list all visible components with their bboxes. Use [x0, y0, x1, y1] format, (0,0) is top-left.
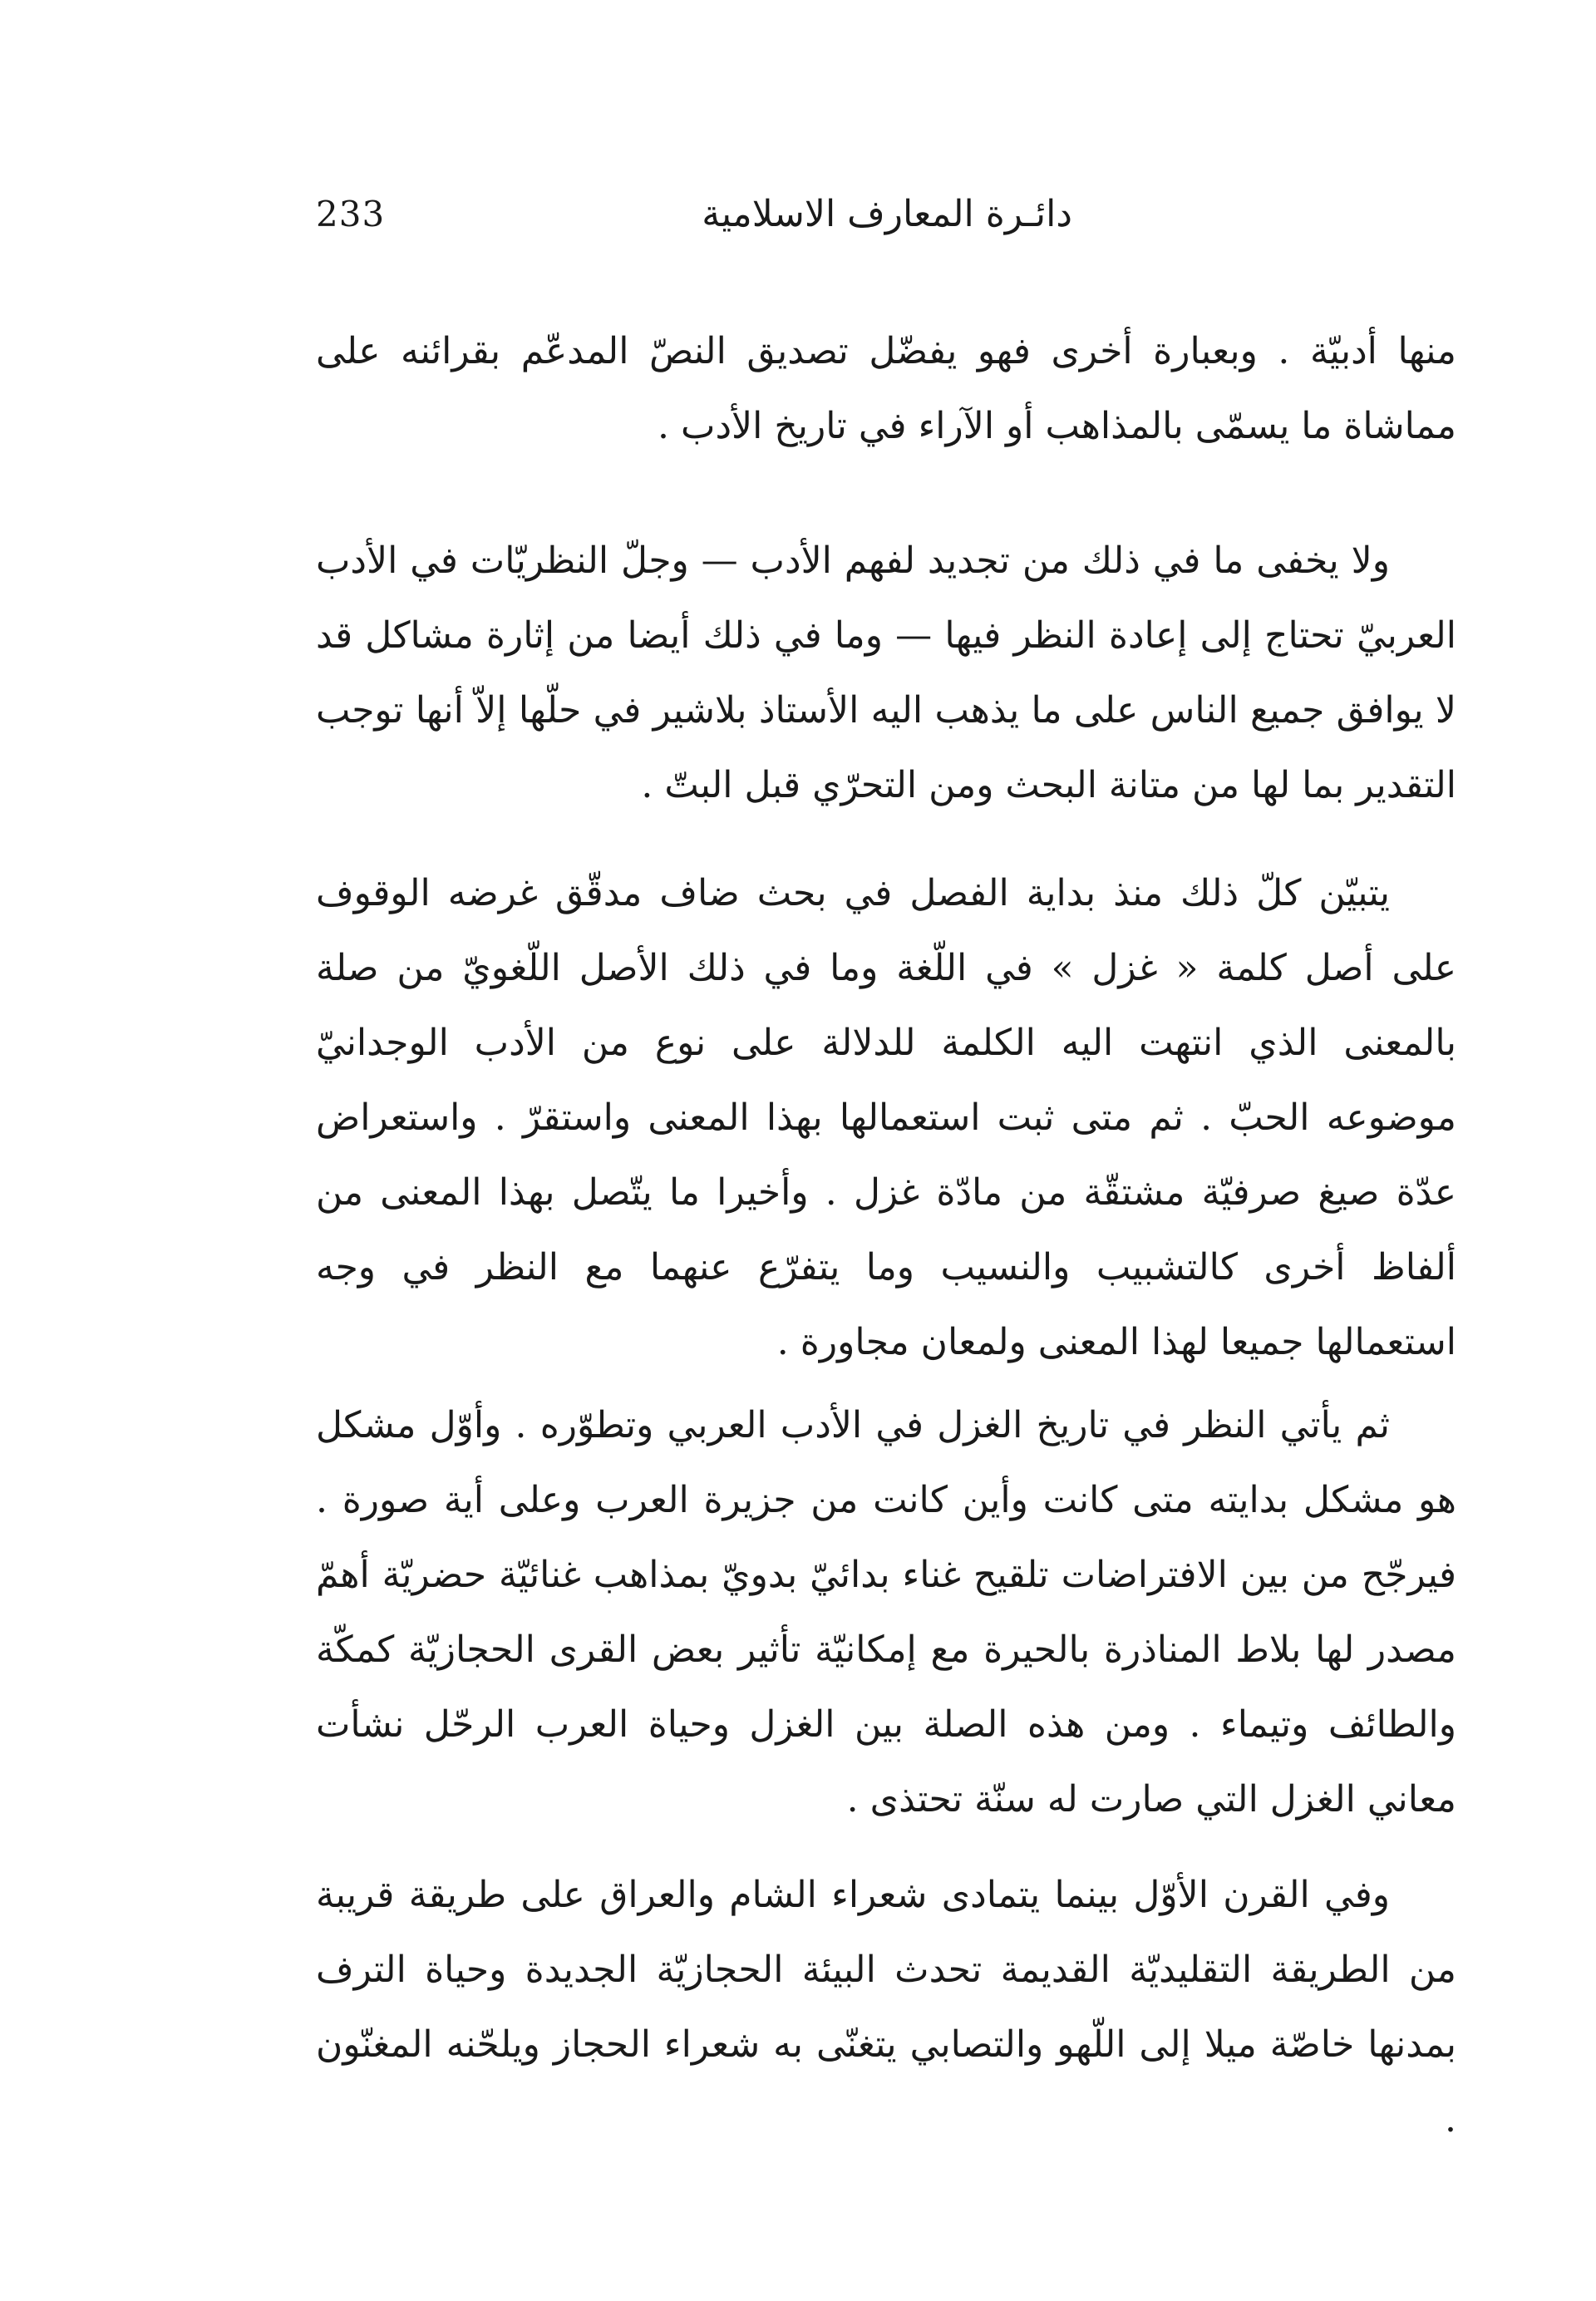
paragraph: ولا يخفى ما في ذلك من تجديد لفهم الأدب — وجلّ النظريّات في الأدب العربيّ تحتاج إلى إعادة النظر فيها — وما في ذلك أيضا من إثارة مشاكل قد لا يوافق جميع الناس على ما يذهب اليه الأستاذ بلاشير في حلّها إلاّ أنها توجب التقدير بما لها من متانة البحث ومن التحرّي قبل البتّ . [316, 540, 1456, 806]
page-number: 233 [316, 194, 386, 234]
page-header [316, 190, 1455, 248]
paragraph: وفي القرن الأوّل بينما يتمادى شعراء الشام والعراق على طريقة قريبة من الطريقة التقليديّة القديمة تحدث البيئة الحجازيّة الجديدة وحياة الترف بمدنها خاصّة ميلا إلى اللّهو والتصابي يتغنّى به شعراء الحجاز ويلحّنه المغنّون . [316, 1874, 1456, 2141]
paragraph: منها أدبيّة . وبعبارة أخرى فهو يفضّل تصديق النصّ المدعّم بقرائنه على مماشاة ما يسمّى بالمذاهب أو الآراء في تاريخ الأدب . [316, 330, 1456, 447]
paragraph-4-block [316, 1388, 1456, 1837]
paragraph: ثم يأتي النظر في تاريخ الغزل في الأدب العربي وتطوّره . وأوّل مشكل هو مشكل بدايته متى كانت وأين كانت من جزيرة العرب وعلى أية صورة . فيرجّح من بين الافتراضات تلقيح غناء بدائيّ بدويّ بمذاهب غنائيّة حضريّة أهمّ مصدر لها بلاط المناذرة بالحيرة مع إمكانيّة تأثير بعض القرى الحجازيّة كمكّة والطائف وتيماء . ومن هذه الصلة بين الغزل وحياة العرب الرحّل نشأت معاني الغزل التي صارت له سنّة تحتذى . [316, 1404, 1456, 1821]
paragraph-1-block [316, 314, 1456, 464]
paragraph-3-block [316, 856, 1456, 1380]
paragraph-5-block [316, 1858, 1456, 2157]
running-title: دائـرة المعارف الاسلامية [702, 193, 1072, 235]
paragraph: يتبيّن كلّ ذلك منذ بداية الفصل في بحث ضاف مدقّق غرضه الوقوف على أصل كلمة « غزل » في اللّغة وما في ذلك الأصل اللّغويّ من صلة بالمعنى الذي انتهت اليه الكلمة للدلالة على نوع من الأدب الوجدانيّ موضوعه الحبّ . ثم متى ثبت استعمالها بهذا المعنى واستقرّ . واستعراض عدّة صيغ صرفيّة مشتقّة من مادّة غزل . وأخيرا ما يتّصل بهذا المعنى من ألفاظ أخرى كالتشبيب والنسيب وما يتفرّع عنهما مع النظر في وجه استعمالها جميعا لهذا المعنى ولمعان مجاورة . [316, 872, 1456, 1363]
paragraph-2-block [316, 524, 1456, 823]
